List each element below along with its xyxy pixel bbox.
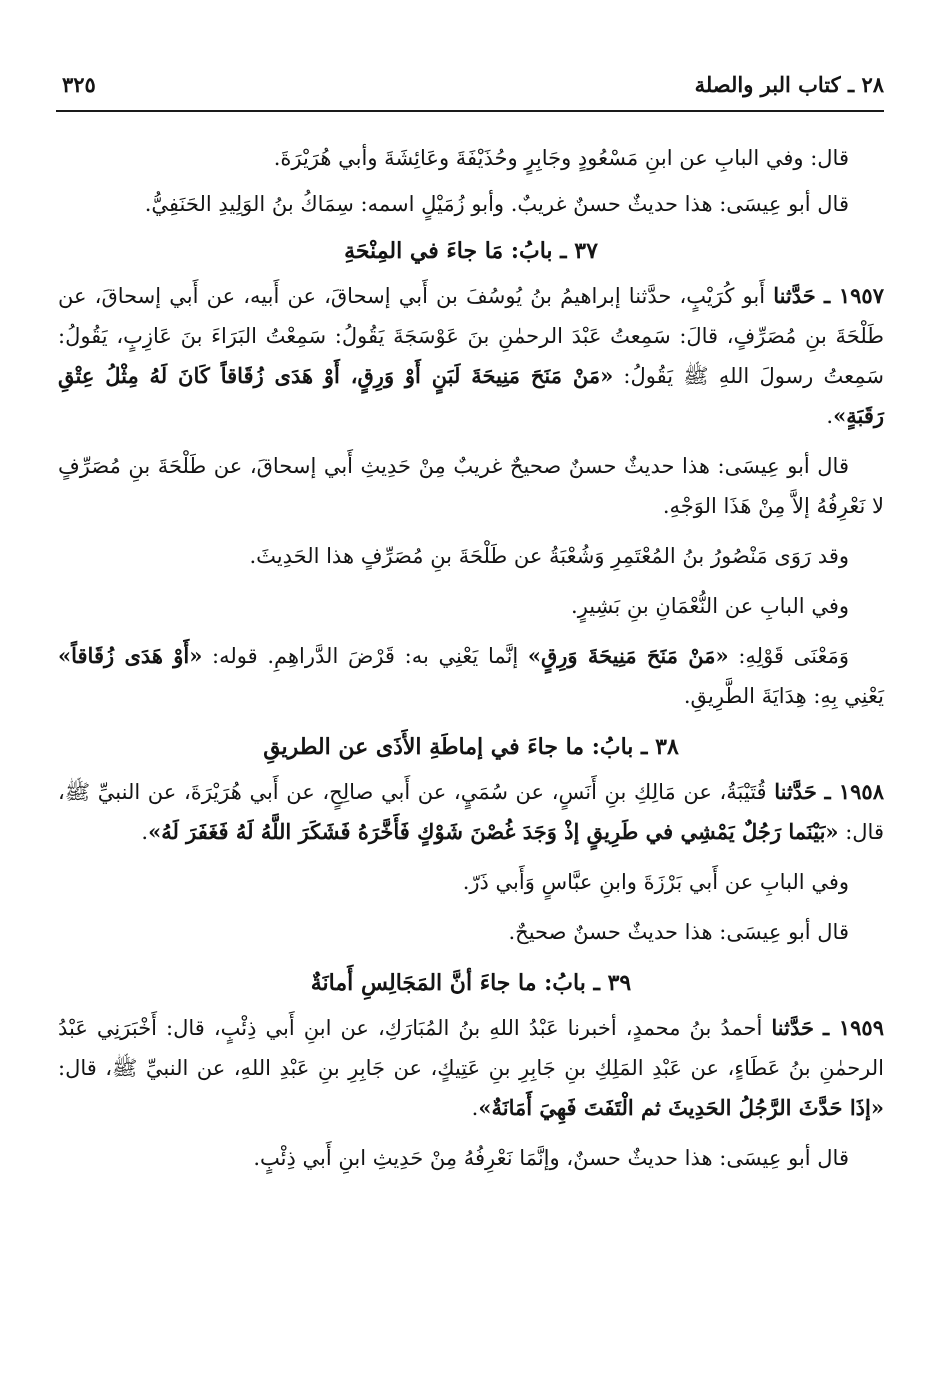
text: يَعْنِي بِهِ: هِدَايَةَ الطَّرِيقِ. (683, 684, 884, 708)
hadith-1957 (58, 276, 884, 436)
hadith-lead: حَدَّثنا (774, 779, 817, 804)
paragraph: وفي البابِ عن أَبي بَرْزَةَ وابنِ عبَّاسٍ وَأَبي ذَرّ. (462, 870, 849, 894)
hadith-chain: أَبو كُرَيْبٍ، حدَّثنا إبراهيمُ بنُ يُوسُفَ بن أَبي إسحاقَ، عن أَبيه، عن أَبي إسحاقَ، عن طَلْحَةَ بنِ مُصَرِّفٍ، قالَ: سَمِعتُ عَبْدَ الرحمٰنِ بنَ عَوْسَجَةَ يَقُولُ: سَمِعْتُ البَرَاءَ بنَ عَازِبٍ، يَقُولُ: سَمِعتُ رسولَ اللهِ ﷺ يَقُولُ: (58, 284, 885, 388)
hadith-quote: «إذَا حَدَّثَ الرَّجُلُ الحَدِيثَ ثم الْتَفَتَ فَهِيَ أَمَانَةٌ» (478, 1095, 884, 1120)
paragraph: قال: وفي البابِ عن ابنِ مَسْعُودٍ وجَابِرٍ وحُذَيْفَةَ وعَائِشَةَ وأبي هُرَيْرَةَ. (273, 146, 849, 170)
hadith-quote: «بَيْنَما رَجُلٌ يَمْشِي في طَرِيقٍ إذْ وَجَدَ غُصْنَ شَوْكٍ فَأَخَّرَهُ فَشَكَرَ اللَّهُ لَهُ فَغَفَرَ لَهُ» (148, 819, 839, 844)
running-header (62, 68, 884, 108)
paragraph: وفي البابِ عن النُّعْمَانِ بنِ بَشِيرٍ. (571, 594, 849, 618)
hadith-lead: حَدَّثنا (771, 1015, 814, 1040)
text: وَمَعْنَى قَوْلِهِ: (728, 644, 849, 668)
quote: «أَوْ هَدَى زُقَاقاً» (58, 643, 203, 668)
text: إنَّما يَعْنِي به: قَرْضَ الدَّراهِمِ. قوله: (202, 644, 528, 668)
chapter-heading-39: ٣٩ ـ بابُ: ما جاءَ أنَّ المَجَالِسِ أَمانَةٌ (310, 970, 632, 996)
paragraph: وقد رَوَى مَنْصُورُ بنُ المُعْتَمِرِ وَشُعْبَةُ عن طَلْحَةَ بنِ مُصَرِّفٍ هذا الحَدِيثَ. (249, 544, 849, 568)
chapter-heading-37: ٣٧ ـ بابُ: مَا جاءَ في المِنْحَةِ (344, 238, 598, 264)
header-rule (56, 110, 884, 112)
hadith-end: . (826, 404, 834, 428)
paragraph: قال أبو عِيسَى: هذا حديثٌ حسنٌ صحيحٌ. (508, 920, 849, 944)
hadith-end: . (471, 1096, 479, 1120)
paragraph: قال أبو عِيسَى: هذا حديثٌ حسنٌ غريبٌ. وأبو زُمَيْلٍ اسمه: سِمَاكُ بنُ الوَلِيدِ الحَنَفِيُّ. (144, 192, 849, 216)
hadith-number: ١٩٥٩ ـ (823, 1015, 884, 1040)
paragraph (58, 636, 884, 716)
paragraph: قال أبو عِيسَى: هذا حديثٌ حسنٌ صحيحٌ غريبٌ مِنْ حَدِيثِ أَبي إسحاقَ، عن طَلْحَةَ بنِ مُصَرِّفٍ لا نَعْرِفُهُ إلاَّ مِنْ هَذَا الوَجْهِ. (58, 454, 884, 518)
hadith-end: . (141, 820, 149, 844)
hadith-lead: حَدَّثنا (773, 283, 816, 308)
hadith-chain: أحمدُ بنُ محمدٍ، أخبرنا عَبْدُ اللهِ بنُ المُبَارَكِ، عن ابنِ أَبي ذِئْبٍ، قال: أَخْبَرَنِي عَبْدُ الرحمٰنِ بنُ عَطَاءٍ، عن عَبْدِ المَلِكِ بنِ جَابِرِ بنِ عَتِيكٍ، عن جَابِرِ بنِ عَبْدِ اللهِ، عن النبيِّ ﷺ، قال: (58, 1016, 884, 1080)
hadith-quote: «مَنْ مَنَحَ مَنِيحَةَ لَبَنٍ أَوْ وَرِقٍ، أَوْ هَدَى زُقَاقاً كَانَ لَهُ مِثْلُ عِتْقِ رَقَبَةٍ» (58, 363, 884, 428)
chapter-title: ٢٨ ـ كتاب البر والصلة (694, 72, 884, 97)
hadith-number: ١٩٥٨ ـ (824, 779, 884, 804)
hadith-1958 (58, 772, 884, 852)
quote: «مَنْ مَنَحَ مَنِيحَةَ وَرِقٍ» (527, 643, 729, 668)
hadith-chain: قُتَيْبَةُ، عن مَالِكِ بنِ أَنَسٍ، عن سُمَيٍ، عن أَبي صالِحٍ، عن أَبي هُرَيْرَةَ، عن النبيِّ ﷺ، قال: (58, 780, 884, 844)
page-number: ٣٢٥ (62, 72, 96, 97)
hadith-number: ١٩٥٧ ـ (823, 283, 884, 308)
chapter-heading-38: ٣٨ ـ بابُ: ما جاءَ في إماطَةِ الأَذَى عن الطريقِ (263, 734, 679, 760)
hadith-1959 (58, 1008, 884, 1128)
paragraph: قال أبو عِيسَى: هذا حديثٌ حسنٌ، وإنَّمَا نَعْرِفُهُ مِنْ حَدِيثِ ابنِ أَبي ذِئْبٍ. (253, 1146, 849, 1170)
page-body (58, 138, 884, 1178)
